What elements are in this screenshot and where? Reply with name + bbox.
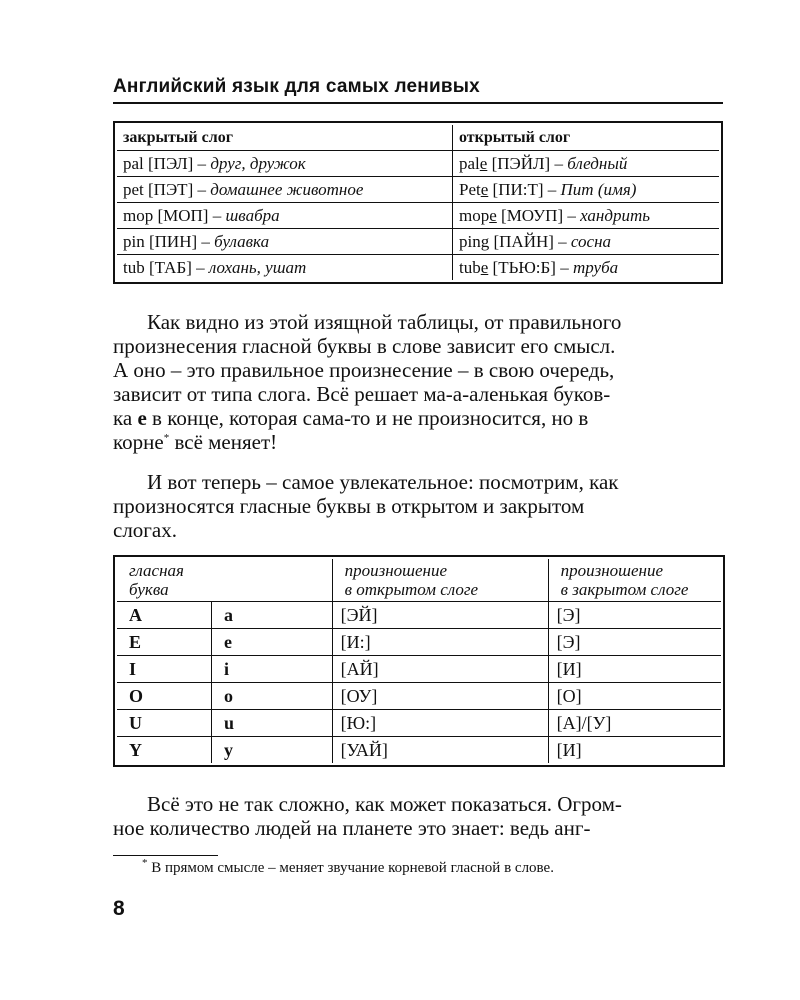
- open-pronunciation: [И:]: [333, 629, 549, 656]
- open-pronunciation: [Ю:]: [333, 710, 549, 737]
- table-row: [117, 255, 719, 280]
- closed-syllable-cell: mop [МОП] – швабра: [117, 203, 453, 229]
- text-line: Как видно из этой изящной таблицы, от правильного: [147, 310, 622, 334]
- open-syllable-cell: tube [ТЬЮ:Б] – труба: [459, 257, 619, 277]
- closed-pronunciation: [О]: [549, 683, 721, 710]
- table-header-row: [117, 559, 721, 602]
- uppercase-letter: A: [117, 602, 212, 629]
- text-line: ка e в конце, которая сама-то и не произносится, но в: [113, 406, 589, 430]
- closed-syllable-cell: pal [ПЭЛ] – друг, дружок: [117, 151, 453, 177]
- vowel-table: [113, 555, 725, 767]
- table-row: [117, 177, 719, 203]
- text-line: слогах.: [113, 518, 177, 542]
- text-line: произнесения гласной буквы в слове зависит его смысл.: [113, 334, 616, 358]
- text-line: Всё это не так сложно, как может показаться. Огром-: [147, 792, 622, 816]
- closed-pronunciation: [Э]: [549, 629, 721, 656]
- footnote: * В прямом смысле – меняет звучание корневой гласной в слове.: [142, 857, 554, 876]
- page-number: 8: [113, 897, 125, 920]
- table-row: [117, 602, 721, 629]
- syllable-table: [113, 121, 723, 284]
- lowercase-letter: u: [212, 710, 333, 737]
- table-row: [117, 683, 721, 710]
- lowercase-letter: y: [212, 737, 333, 763]
- table-row: [117, 656, 721, 683]
- uppercase-letter: U: [117, 710, 212, 737]
- uppercase-letter: E: [117, 629, 212, 656]
- table-row: [117, 203, 719, 229]
- closed-syllable-cell: pet [ПЭТ] – домашнее животное: [117, 177, 453, 203]
- table-header-row: [117, 125, 719, 151]
- table-row: [117, 229, 719, 255]
- text-line: зависит от типа слога. Всё решает ма-а-аленькая буков-: [113, 382, 611, 406]
- paragraph-2: [113, 470, 723, 542]
- running-head: Английский язык для самых ленивых: [113, 76, 480, 97]
- lowercase-letter: o: [212, 683, 333, 710]
- text-line: корне* всё меняет!: [113, 430, 278, 454]
- open-pronunciation: [ОУ]: [333, 683, 549, 710]
- paragraph-3: [113, 792, 723, 840]
- open-syllable-cell: Pete [ПИ:Т] – Пит (имя): [453, 177, 719, 203]
- table-row: [117, 737, 721, 763]
- closed-syllable-cell: tub [ТАБ] – лохань, ушат: [117, 255, 453, 280]
- header-open-pronunciation: произношение в открытом слоге: [333, 559, 549, 602]
- header-open-syllable: открытый слог: [453, 125, 719, 151]
- paragraph-1: [113, 310, 723, 454]
- closed-pronunciation: [И]: [549, 656, 721, 683]
- text-line: А оно – это правильное произнесение – в свою очередь,: [113, 358, 615, 382]
- header-rule: [113, 102, 723, 104]
- open-syllable-cell: ping [ПАЙН] – сосна: [453, 229, 719, 255]
- header-vowel-letter: гласная буква: [117, 559, 333, 602]
- text-line: И вот теперь – самое увлекательное: посмотрим, как: [147, 470, 619, 494]
- footnote-marker: *: [163, 432, 170, 444]
- open-pronunciation: [УАЙ]: [333, 737, 549, 763]
- footnote-rule: [113, 855, 218, 856]
- text-line: произносятся гласные буквы в открытом и закрытом: [113, 494, 585, 518]
- table-row: [117, 629, 721, 656]
- lowercase-letter: i: [212, 656, 333, 683]
- text-line: ное количество людей на планете это знает: ведь анг-: [113, 816, 591, 840]
- lowercase-letter: a: [212, 602, 333, 629]
- open-syllable-cell: mope [МОУП] – хандрить: [453, 203, 719, 229]
- closed-syllable-cell: pin [ПИН] – булавка: [117, 229, 453, 255]
- table-row: [117, 151, 719, 177]
- open-syllable-cell: pale [ПЭЙЛ] – бледный: [453, 151, 719, 177]
- open-pronunciation: [ЭЙ]: [333, 602, 549, 629]
- uppercase-letter: Y: [117, 737, 212, 763]
- header-closed-syllable: закрытый слог: [117, 125, 453, 151]
- closed-pronunciation: [А]/[У]: [549, 710, 721, 737]
- uppercase-letter: O: [117, 683, 212, 710]
- uppercase-letter: I: [117, 656, 212, 683]
- table-row: [117, 710, 721, 737]
- closed-pronunciation: [И]: [556, 739, 582, 760]
- header-closed-pronunciation: произношение в закрытом слоге: [549, 559, 721, 602]
- lowercase-letter: e: [212, 629, 333, 656]
- closed-pronunciation: [Э]: [549, 602, 721, 629]
- open-pronunciation: [АЙ]: [333, 656, 549, 683]
